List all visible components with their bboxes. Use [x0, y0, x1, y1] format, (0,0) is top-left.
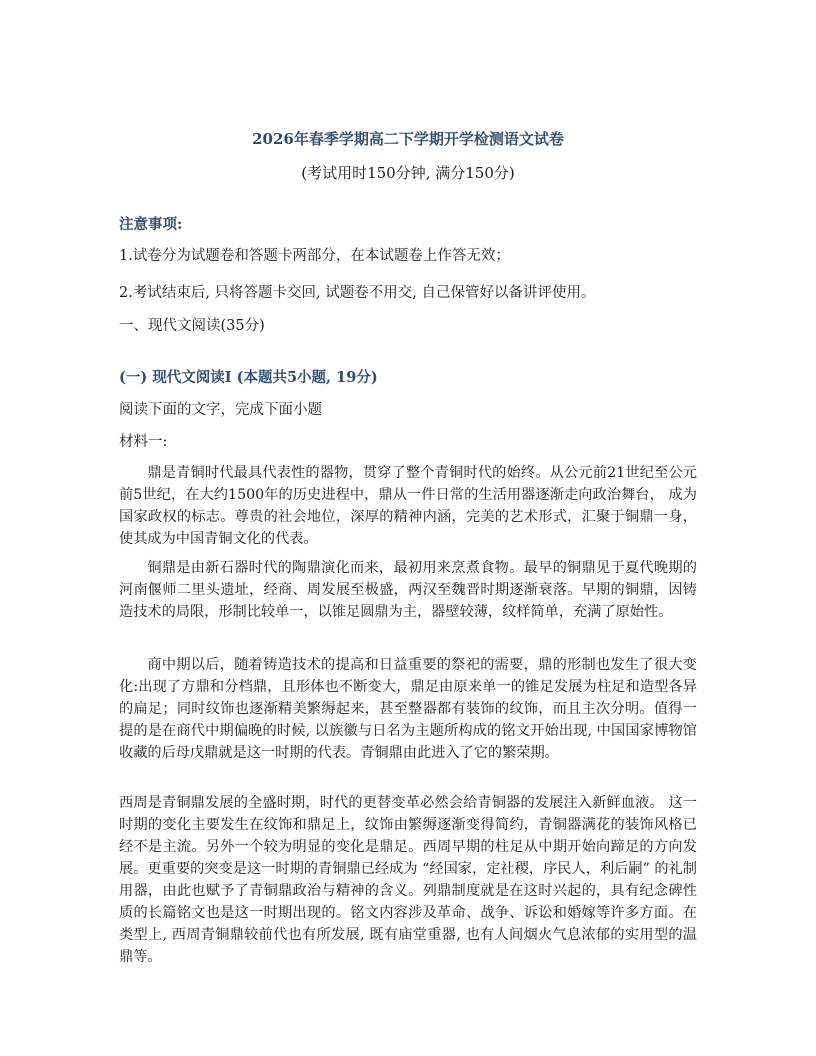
reading-instruction: 阅读下面的文字，完成下面小题 [119, 402, 322, 418]
notice-item-2: 2.考试结束后, 只将答题卡交回, 试题卷不用交, 自己保管好以备讲评使用。 [119, 285, 596, 301]
notice-heading: 注意事项: [119, 216, 183, 233]
notice-item-1: 1.试卷分为试题卷和答题卡两部分，在本试题卷上作答无效； [119, 248, 510, 264]
exam-title: 2026年春季学期高二下学期开学检测语文试卷 [252, 130, 564, 148]
section-title: 一、现代文阅读(35分) [119, 318, 265, 334]
paragraph-4: 西周是青铜鼎发展的全盛时期，时代的更替变革必然会给青铜器的发展注入新鲜血液。 这一时期的变化主要发生在纹饰和鼎足上，纹饰由繁缛逐渐变得简约，青铜器满花的装饰风格已经不是主流。另外一个较为明显的变化是鼎足。西周早期的柱足从中期开始向蹄足的方向发展。更重要的突变是这一时期的青铜鼎已经成为 “经国家，定社稷，序民人，利后嗣” 的礼制用器，由此也赋予了青铜鼎政治与精神的含义。列鼎制度就是在这时兴起的，具有纪念碑性质的长篇铭文也是这一时期出现的。铭文内容涉及革命、战争、诉讼和婚嫁等许多方面。在类型上, 西周青铜鼎较前代也有所发展, 既有庙堂重器, 也有人间烟火气息浓郁的实用型的温鼎等。 [119, 795, 697, 965]
paragraph-1: 鼎是青铜时代最具代表性的器物，贯穿了整个青铜时代的始终。从公元前21世纪至公元前5世纪，在大约1500年的历史进程中，鼎从一件日常的生活用器逐渐走向政治舞台， 成为国家政权的标志。尊贵的社会地位，深厚的精神内涵，完美的艺术形式，汇聚于铜鼎一身，使其成为中国青铜文化的代表。 [119, 465, 697, 547]
exam-subtitle: (考试用时150分钟, 满分150分) [301, 164, 515, 182]
subsection-title: (一) 现代文阅读I (本题共5小题, 19分) [119, 369, 378, 386]
material-label: 材料一: [119, 434, 168, 450]
paragraph-3: 商中期以后，随着铸造技术的提高和日益重要的祭祀的需要，鼎的形制也发生了很大变化:出现了方鼎和分档鼎，且形体也不断变大，鼎足由原来单一的锥足发展为柱足和造型各异的扁足；同时纹饰也逐渐精美繁缛起来，甚至整器都有装饰的纹饰，而且主次分明。值得一提的是在商代中期偏晚的时候, 以族徽与日名为主题所构成的铭文开始出现, 中国国家博物馆收藏的后母戊鼎就是这一时期的代表。青铜鼎由此进入了它的繁荣期。 [119, 657, 697, 761]
paragraph-2: 铜鼎是由新石器时代的陶鼎演化而来，最初用来烹煮食物。最早的铜鼎见于夏代晚期的河南偃师二里头遗址，经商、周发展至极盛，两汉至魏晋时期逐渐衰落。早期的铜鼎，因铸造技术的局限，形制比较单一，以锥足圆鼎为主，器壁较薄，纹样简单，充满了原始性。 [119, 560, 697, 620]
